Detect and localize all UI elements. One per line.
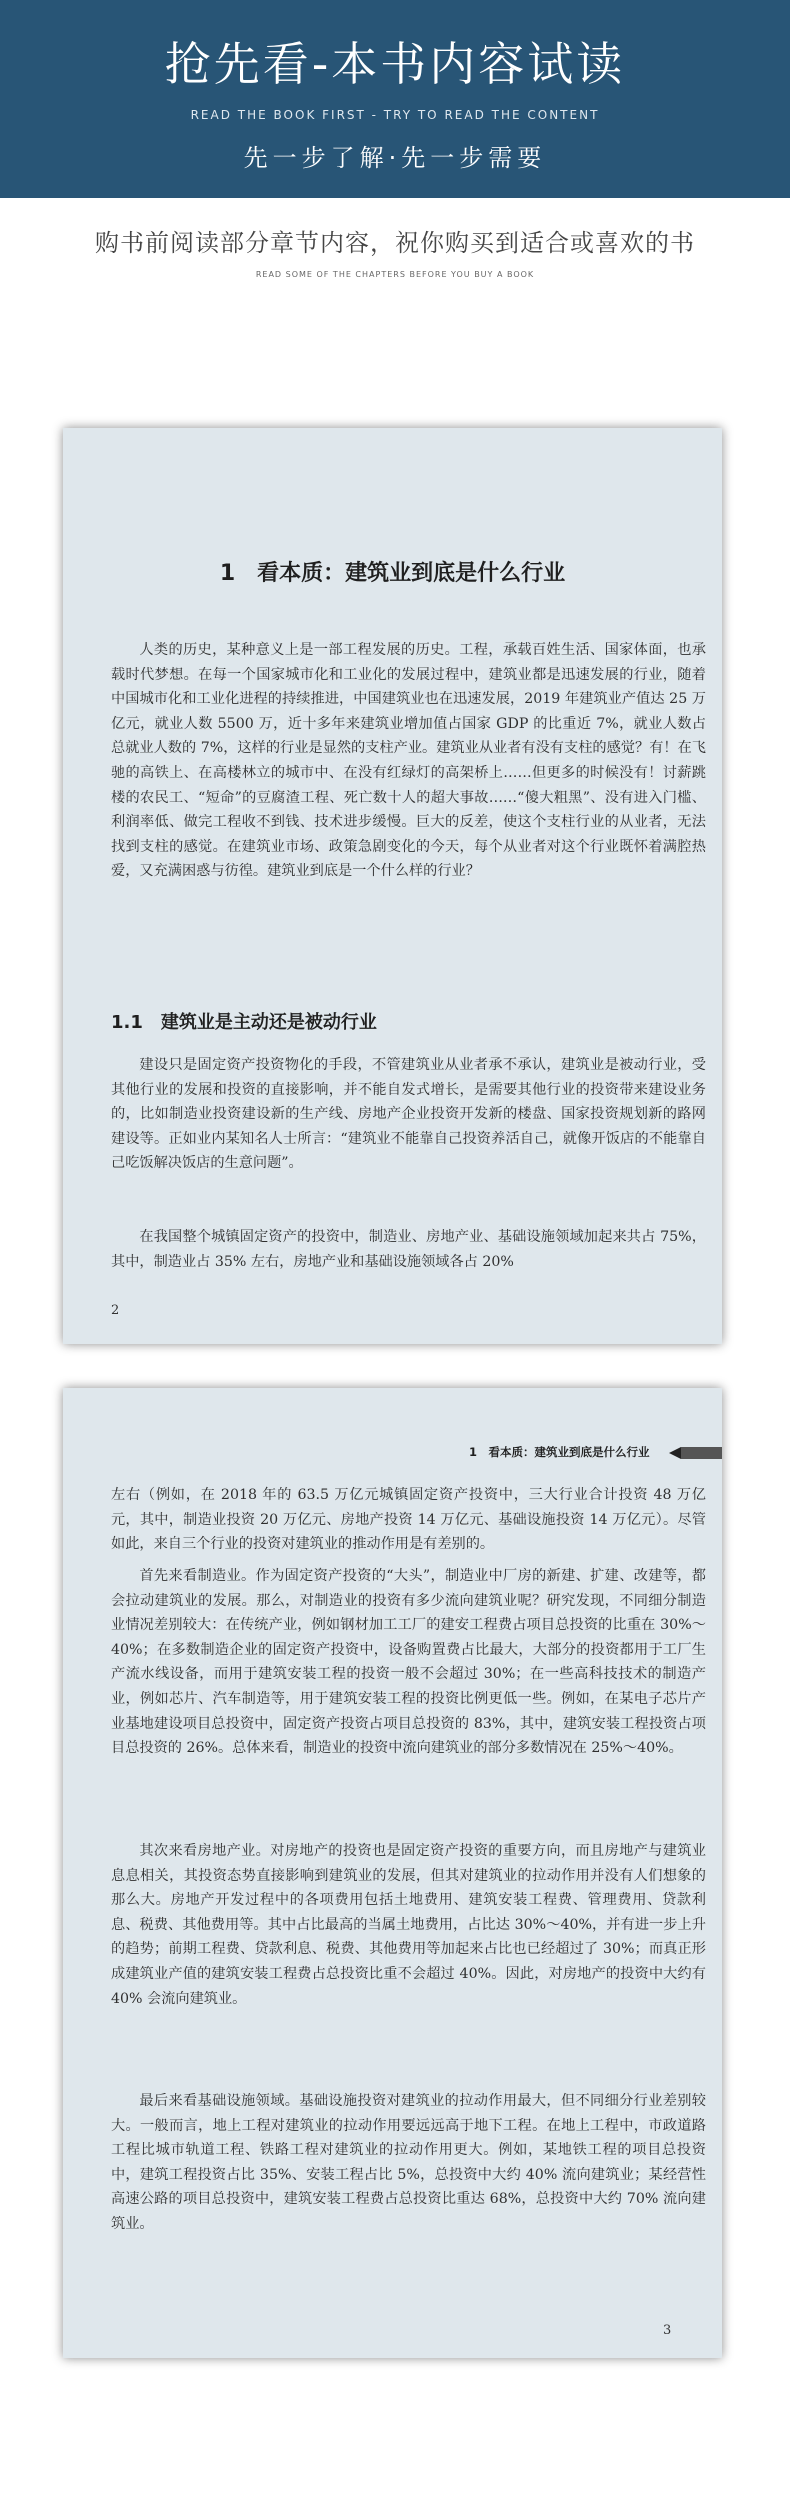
banner-title: 抢先看-本书内容试读	[164, 37, 626, 91]
header-triangle-icon	[669, 1447, 681, 1459]
running-header	[469, 1444, 722, 1462]
paragraph: 左右（例如，在 2018 年的 63.5 万亿元城镇固定资产投资中，三大行业合计投资 48 万亿元，其中，制造业投资 20 万亿元、房地产投资 14 万亿元、基础设施投资 14 万亿元）。尽管如此，来自三个行业的投资对建筑业的推动作用是有差别的。	[111, 1487, 706, 1553]
intro-text: 购书前阅读部分章节内容，祝你购买到适合或喜欢的书	[95, 229, 695, 257]
banner-slogan: 先一步了解·先一步需要	[243, 144, 547, 172]
paragraph: 最后来看基础设施领域。基础设施投资对建筑业的拉动作用最大，但不同细分行业差别较大。一般而言，地上工程对建筑业的拉动作用要远远高于地下工程。在地上工程中，市政道路工程比城市轨道工程、铁路工程对建筑业的拉动作用更大。例如，某地铁工程的项目总投资中，建筑工程投资占比 35%、安装工程占比 5%，总投资中大约 40% 流向建筑业；某经营性高速公路的项目总投资中，建筑安装工程费占总投资比重达 68%，总投资中大约 70% 流向建筑业。	[111, 2093, 706, 2232]
book-page-3	[63, 1388, 722, 2358]
promo-banner	[0, 0, 790, 198]
paragraph: 人类的历史，某种意义上是一部工程发展的历史。工程，承载百姓生活、国家体面，也承载时代梦想。在每一个国家城市化和工业化的发展过程中，建筑业都是迅速发展的行业，随着中国城市化和工业化进程的持续推进，中国建筑业也在迅速发展，2019 年建筑业产值达 25 万亿元，就业人数 5500 万，近十多年来建筑业增加值占国家 GDP 的比重近 7%，就业人数占总就业人数的 7%，这样的行业是显然的支柱产业。建筑业从业者有没有支柱的感觉？有！在飞驰的高铁上、在高楼林立的城市中、在没有红绿灯的高架桥上……但更多的时候没有！讨薪跳楼的农民工、“短命”的豆腐渣工程、死亡数十人的超大事故……“傻大粗黑”、没有进入门槛、利润率低、做完工程收不到钱、技术进步缓慢。巨大的反差，使这个支柱行业的从业者，无法找到支柱的感觉。在建筑业市场、政策急剧变化的今天，每个从业者对这个行业既怀着满腔热爱，又充满困惑与彷徨。建筑业到底是一个什么样的行业？	[111, 642, 706, 880]
running-header-text: 1 看本质：建筑业到底是什么行业	[469, 1445, 650, 1459]
section-title: 1.1 建筑业是主动还是被动行业	[111, 1012, 377, 1033]
paragraph: 首先来看制造业。作为固定资产投资的“大头”，制造业中厂房的新建、扩建、改建等，都会拉动建筑业的发展。那么，对制造业的投资有多少流向建筑业呢？研究发现，不同细分制造业情况差别较大：在传统产业，例如钢材加工工厂的建安工程费占项目总投资的比重在 30%～40%；在多数制造企业的固定资产投资中，设备购置费占比最大，大部分的投资都用于工厂生产流水线设备，而用于建筑安装工程的投资一般不会超过 30%；在一些高科技技术的制造产业，例如芯片、汽车制造等，用于建筑安装工程的投资比例更低一些。例如，在某电子芯片产业基地建设项目总投资中，固定资产投资占项目总投资的 83%，其中，建筑安装工程投资占项目总投资的 26%。总体来看，制造业的投资中流向建筑业的部分多数情况在 25%～40%。	[111, 1568, 706, 1757]
chapter-title: 1 看本质：建筑业到底是什么行业	[219, 561, 566, 586]
page-number: 3	[663, 2323, 672, 2338]
banner-subtitle: READ THE BOOK FIRST - TRY TO READ THE CONTENT	[190, 108, 600, 122]
intro-subtext: READ SOME OF THE CHAPTERS BEFORE YOU BUY A BOOK	[255, 270, 535, 279]
paragraph: 建设只是固定资产投资物化的手段，不管建筑业从业者承不承认，建筑业是被动行业，受其他行业的发展和投资的直接影响，并不能自发式增长，是需要其他行业的投资带来建设业务的，比如制造业投资建设新的生产线、房地产企业投资开发新的楼盘、国家投资规划新的路网建设等。正如业内某知名人士所言：“建筑业不能靠自己投资养活自己，就像开饭店的不能靠自己吃饭解决饭店的生意问题”。	[111, 1057, 706, 1172]
header-bar	[681, 1447, 722, 1459]
page-number: 2	[111, 1303, 120, 1318]
book-page-2	[63, 428, 722, 1344]
paragraph: 在我国整个城镇固定资产的投资中，制造业、房地产业、基础设施领域加起来共占 75%，其中，制造业占 35% 左右，房地产业和基础设施领域各占 20%	[111, 1229, 706, 1270]
paragraph: 其次来看房地产业。对房地产的投资也是固定资产投资的重要方向，而且房地产与建筑业息息相关，其投资态势直接影响到建筑业的发展，但其对建筑业的拉动作用并没有人们想象的那么大。房地产开发过程中的各项费用包括土地费用、建筑安装工程费、管理费用、贷款利息、税费、其他费用等。其中占比最高的当属土地费用，占比达 30%～40%，并有进一步上升的趋势；前期工程费、贷款利息、税费、其他费用等加起来占比也已经超过了 30%；而真正形成建筑业产值的建筑安装工程费占总投资比重不会超过 40%。因此，对房地产的投资中大约有 40% 会流向建筑业。	[111, 1843, 706, 2007]
